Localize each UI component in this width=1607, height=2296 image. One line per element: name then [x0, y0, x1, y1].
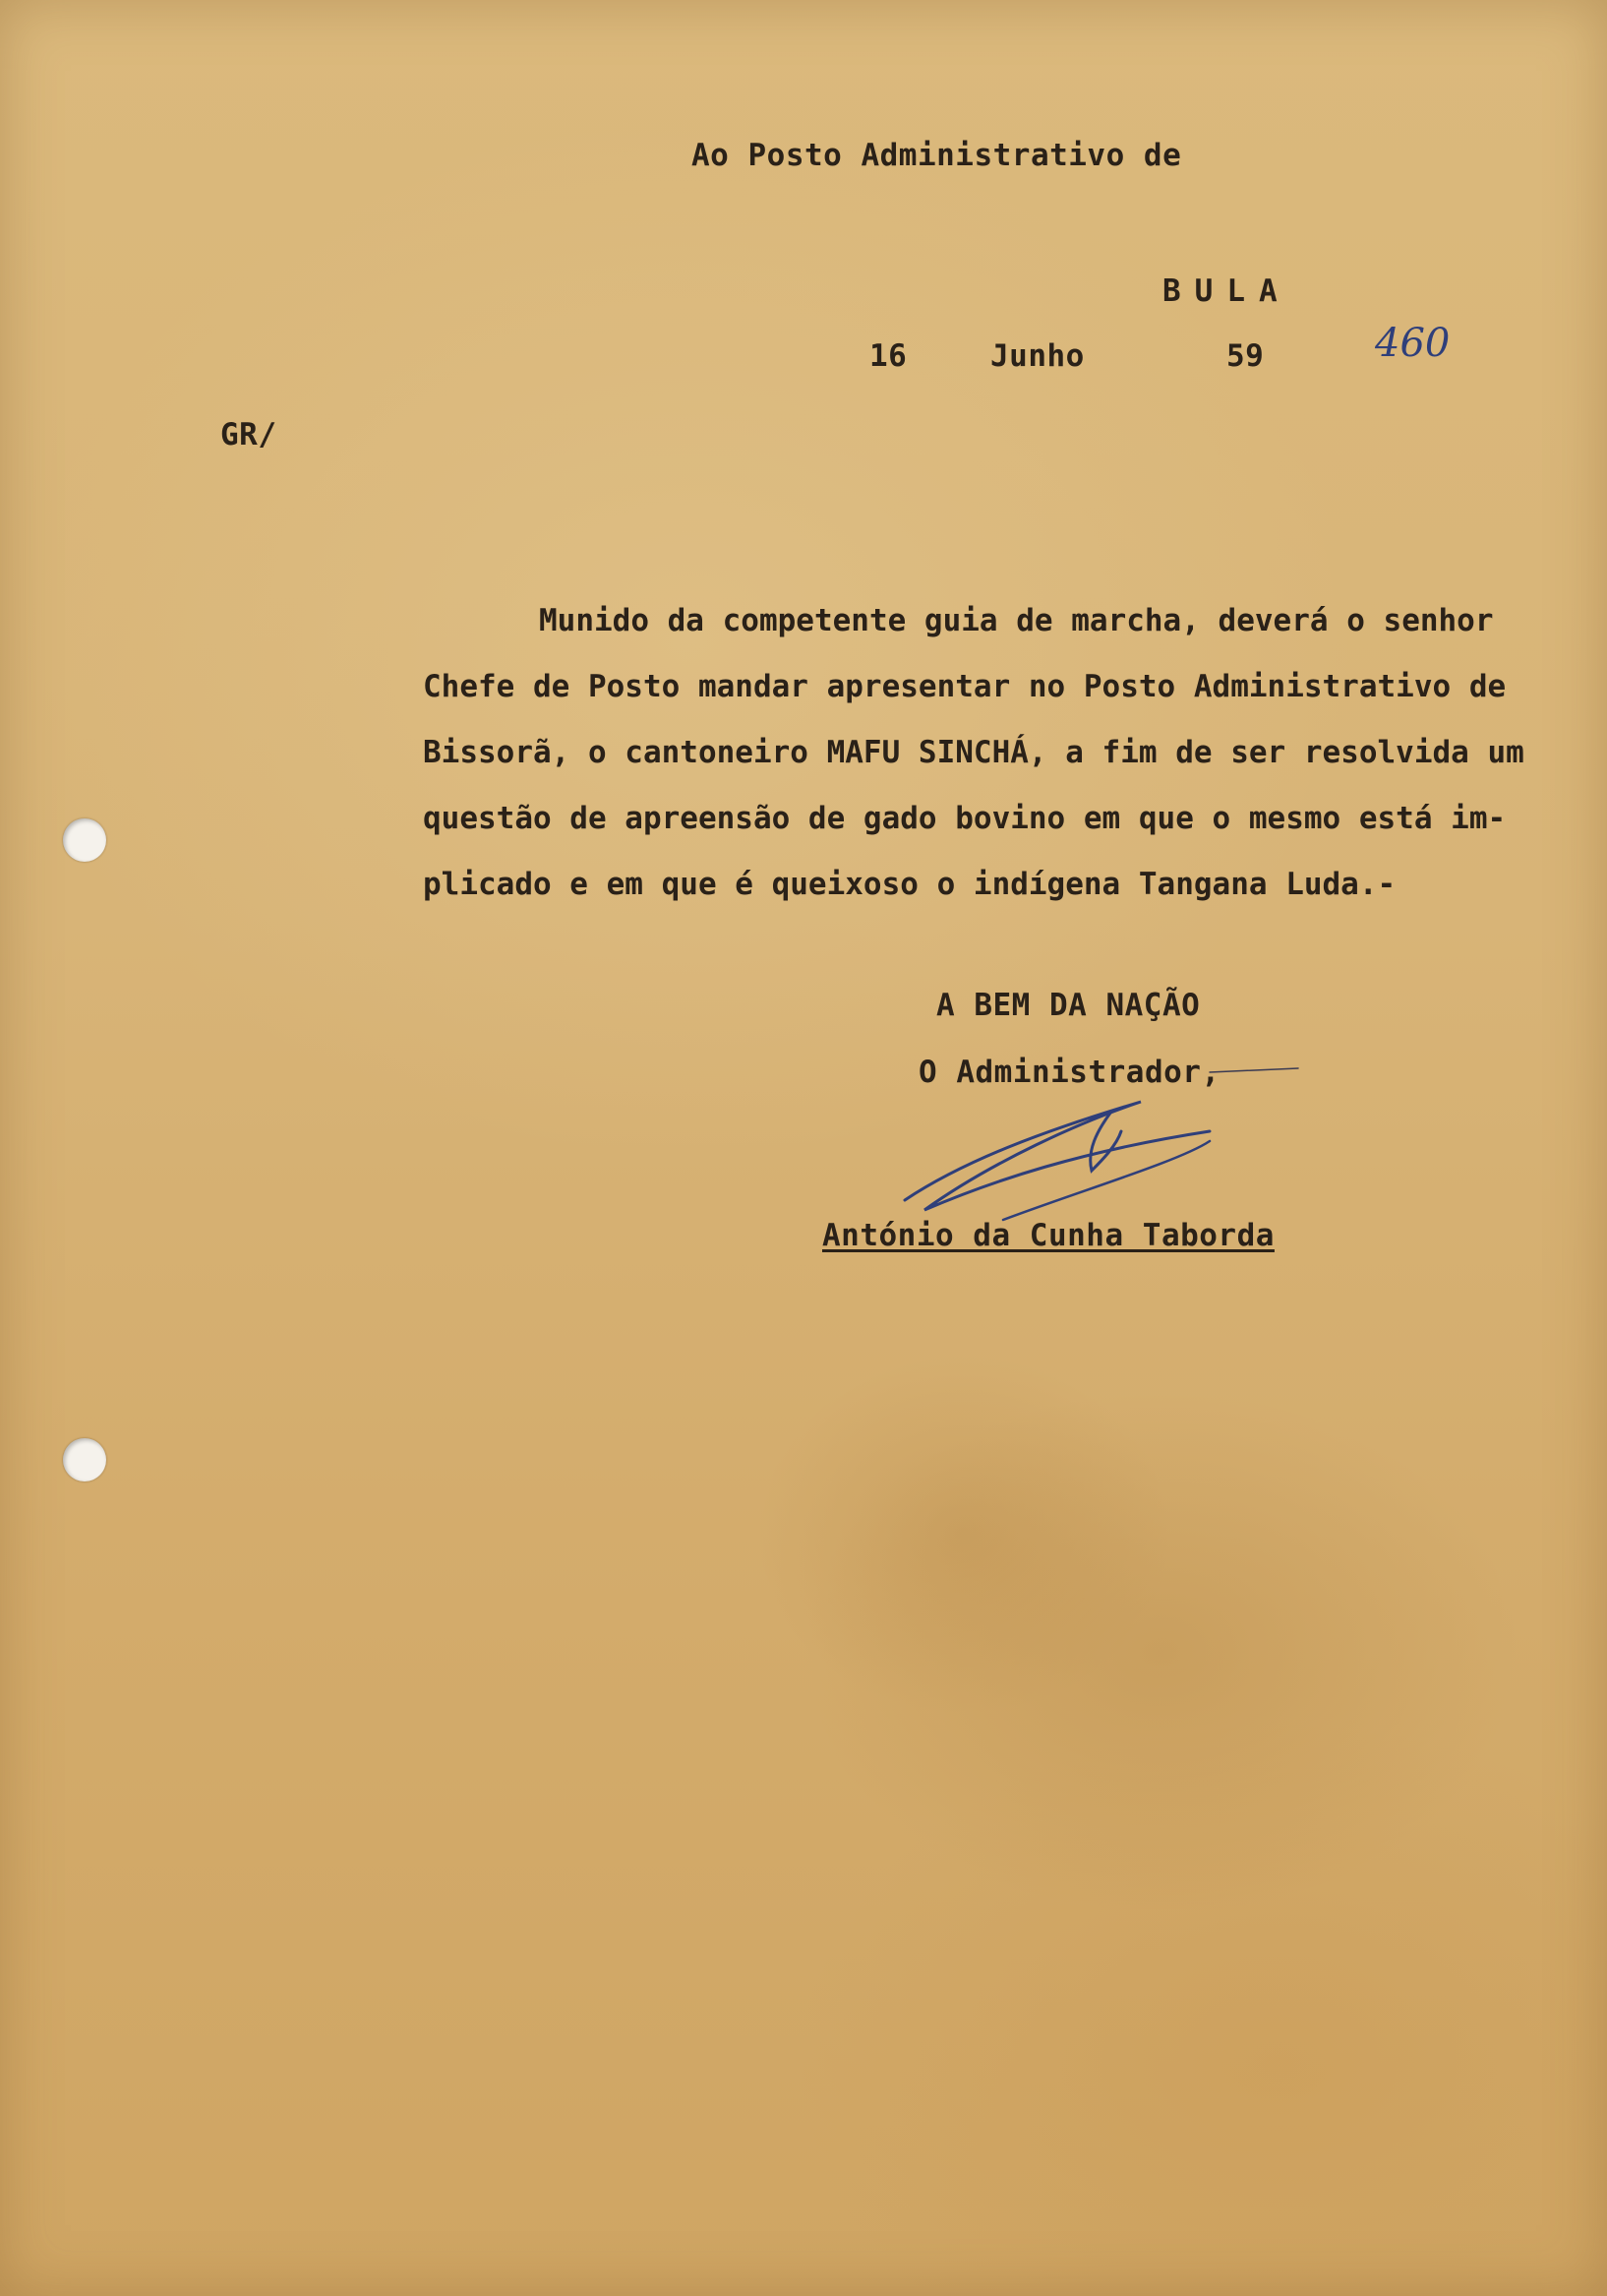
- closing-salutation: A BEM DA NAÇÃO: [936, 988, 1201, 1023]
- addressee-line: Ao Posto Administrativo de: [691, 138, 1182, 173]
- punch-hole-top: [63, 818, 106, 862]
- body-line: Chefe de Posto mandar apresentar no Posto Administrativo de: [423, 669, 1507, 704]
- body-line: plicado e em que é queixoso o indígena Tangana Luda.-: [423, 867, 1397, 902]
- date-month: Junho: [990, 338, 1085, 374]
- date-day: 16: [869, 338, 908, 374]
- signatory-name: António da Cunha Taborda: [822, 1218, 1275, 1253]
- letter-body: [423, 588, 1593, 918]
- place-name: BULA: [1162, 273, 1291, 309]
- handwritten-number: 460: [1375, 321, 1451, 366]
- body-line: questão de apreensão de gado bovino em que o mesmo está im-: [423, 801, 1507, 836]
- handwritten-signature: [885, 1053, 1318, 1239]
- signatory-title: O Administrador,: [919, 1055, 1220, 1090]
- reference-code: GR/: [220, 417, 277, 453]
- body-line: Bissorã, o cantoneiro MAFU SINCHÁ, a fim de ser resolvida um: [423, 735, 1524, 770]
- punch-hole-bottom: [63, 1438, 106, 1481]
- date-year: 59: [1226, 338, 1265, 374]
- body-line: Munido da competente guia de marcha, deverá o senhor: [539, 603, 1494, 638]
